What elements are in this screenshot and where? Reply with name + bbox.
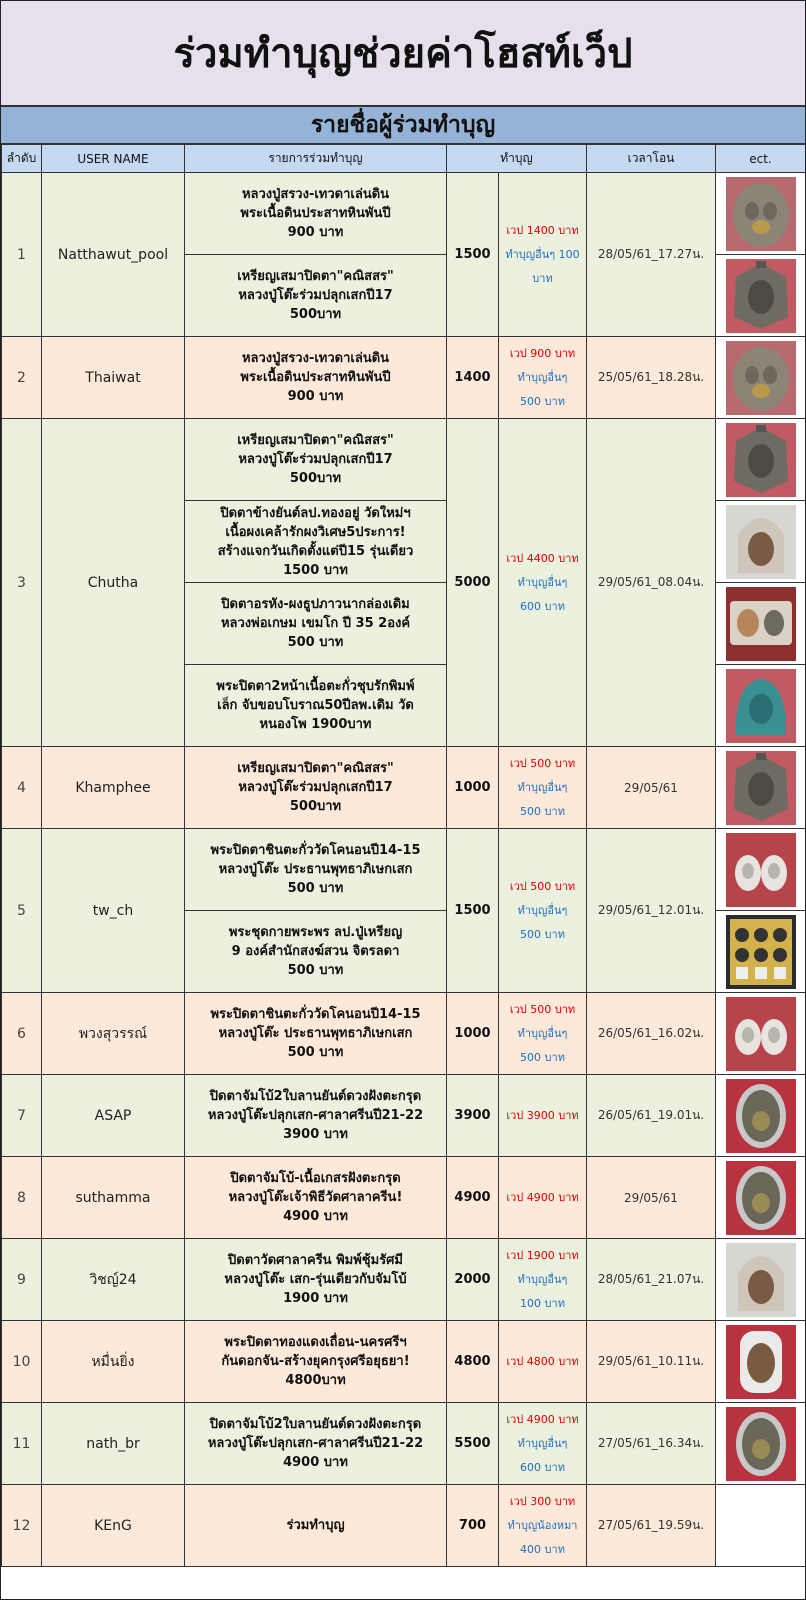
donation-item: ปิดตาวัดศาลาครีน พิมพ์ชุ้มรัศมี หลวงปู่โต๊ะ เสก-รุ่นเดียวกับจัมโบ้ 1900 บาท (185, 1239, 447, 1321)
amulet-photo (726, 833, 796, 907)
user-name: หมื่นยิ่ง (42, 1321, 185, 1403)
donation-amount: 3900 (447, 1075, 499, 1157)
donation-item: พระปิดตาทองแดงเถื่อน-นครศรีฯ กันดอกจัน-สร้างยุคกรุงศรีอยุธยา! 4800บาท (185, 1321, 447, 1403)
photo-cell (716, 583, 806, 665)
web-amount: เวป 500 บาท (509, 756, 576, 770)
user-name: Natthawut_pool (42, 173, 185, 337)
row-number: 3 (2, 419, 42, 747)
web-amount: เวป 4900 บาท (506, 1412, 579, 1426)
donation-item: ปิดตาจัมโบ้2ใบลานยันต์ดวงฝังตะกรุด หลวงปู่โต๊ะปลุกเสก-ศาลาศรีนปี21-22 4900 บาท (185, 1403, 447, 1485)
transfer-time: 29/05/61 (587, 1157, 716, 1239)
transfer-time: 28/05/61_21.07น. (587, 1239, 716, 1321)
row-number: 1 (2, 173, 42, 337)
table-row (2, 419, 806, 501)
donation-item: ปิดตาจัมโบ้-เนื้อเกสรฝังตะกรุด หลวงปู่โต๊ะเจ้าพิธีวัดศาลาครีน! 4900 บาท (185, 1157, 447, 1239)
photo-cell (716, 665, 806, 747)
other-amount: ทำบุญอื่นๆ 500 บาท (517, 370, 568, 408)
transfer-time: 29/05/61_12.01น. (587, 829, 716, 993)
photo-cell (716, 993, 806, 1075)
table-row (2, 173, 806, 255)
donation-item: พระปิดตา2หน้าเนื้อตะกั่วชุบรักพิมพ์ เล็ก จับขอบโบราณ50ปีลพ.เดิม วัด หนองโพ 1900บาท (185, 665, 447, 747)
user-name: Thaiwat (42, 337, 185, 419)
other-amount: ทำบุญอื่นๆ 500 บาท (517, 903, 568, 941)
donation-item: เหรียญเสมาปิดตา"คณิสสร" หลวงปู่โต๊ะร่วมปลุกเสกปี17 500บาท (185, 747, 447, 829)
row-number: 2 (2, 337, 42, 419)
transfer-time: 27/05/61_19.59น. (587, 1485, 716, 1567)
donation-item: พระปิดตาชินตะกั่ววัดโคนอนปี14-15 หลวงปู่โต๊ะ ประธานพุทธาภิเษกเสก 500 บาท (185, 993, 447, 1075)
photo-cell (716, 1403, 806, 1485)
header-time: เวลาโอน (587, 145, 716, 173)
photo-cell (716, 1321, 806, 1403)
transfer-time: 26/05/61_19.01น. (587, 1075, 716, 1157)
photo-cell (716, 911, 806, 993)
transfer-time: 29/05/61_08.04น. (587, 419, 716, 747)
donation-detail (499, 1321, 587, 1403)
user-name: พวงสุวรรณ์ (42, 993, 185, 1075)
row-number: 9 (2, 1239, 42, 1321)
donation-amount: 1500 (447, 829, 499, 993)
web-amount: เวป 4900 บาท (506, 1190, 579, 1204)
transfer-time: 27/05/61_16.34น. (587, 1403, 716, 1485)
amulet-photo (726, 669, 796, 743)
table-row (2, 829, 806, 911)
donation-detail (499, 1239, 587, 1321)
row-number: 11 (2, 1403, 42, 1485)
photo-cell (716, 1239, 806, 1321)
donation-amount: 1500 (447, 173, 499, 337)
table-row (2, 747, 806, 829)
donation-detail (499, 1403, 587, 1485)
other-amount: ทำบุญอื่นๆ 600 บาท (517, 575, 568, 613)
photo-cell (716, 337, 806, 419)
web-amount: เวป 500 บาท (509, 1002, 576, 1016)
donation-item: หลวงปู่สรวง-เทวดาเล่นดิน พระเนื้อดินประสาทหินพันปี 900 บาท (185, 173, 447, 255)
row-number: 4 (2, 747, 42, 829)
transfer-time: 28/05/61_17.27น. (587, 173, 716, 337)
header-donation: ทำบุญ (447, 145, 587, 173)
photo-cell (716, 255, 806, 337)
donation-detail (499, 993, 587, 1075)
table-row (2, 1157, 806, 1239)
header-ect: ect. (716, 145, 806, 173)
donation-item: เหรียญเสมาปิดตา"คณิสสร" หลวงปู่โต๊ะร่วมปลุกเสกปี17 500บาท (185, 419, 447, 501)
amulet-photo (726, 1407, 796, 1481)
web-amount: เวป 500 บาท (509, 879, 576, 893)
donation-amount: 1000 (447, 993, 499, 1075)
transfer-time: 29/05/61 (587, 747, 716, 829)
donation-item: พระชุดกายพระพร ลป.ปู่เหรียญ 9 องค์สำนักสงฆ์สวน จิตรลดา 500 บาท (185, 911, 447, 993)
amulet-photo (726, 915, 796, 989)
table-row (2, 1403, 806, 1485)
user-name: Khamphee (42, 747, 185, 829)
user-name: ASAP (42, 1075, 185, 1157)
other-amount: ทำบุญอื่นๆ 500 บาท (517, 780, 568, 818)
web-amount: เวป 3900 บาท (506, 1108, 579, 1122)
donation-detail (499, 337, 587, 419)
user-name: Chutha (42, 419, 185, 747)
photo-cell (716, 501, 806, 583)
photo-cell (716, 419, 806, 501)
amulet-photo (726, 1161, 796, 1235)
header-row (2, 145, 806, 173)
table-row (2, 993, 806, 1075)
photo-cell (716, 1485, 806, 1567)
donor-table (1, 144, 806, 1567)
donation-amount: 4900 (447, 1157, 499, 1239)
row-number: 8 (2, 1157, 42, 1239)
donation-item: หลวงปู่สรวง-เทวดาเล่นดิน พระเนื้อดินประสาทหินพันปี 900 บาท (185, 337, 447, 419)
amulet-photo (726, 587, 796, 661)
amulet-photo (726, 751, 796, 825)
web-amount: เวป 300 บาท (509, 1494, 576, 1508)
donation-detail (499, 829, 587, 993)
donation-item: พระปิดตาชินตะกั่ววัดโคนอนปี14-15 หลวงปู่โต๊ะ ประธานพุทธาภิเษกเสก 500 บาท (185, 829, 447, 911)
other-amount: ทำบุญอื่นๆ 600 บาท (517, 1436, 568, 1474)
amulet-photo (726, 1243, 796, 1317)
donation-item: เหรียญเสมาปิดตา"คณิสสร" หลวงปู่โต๊ะร่วมปลุกเสกปี17 500บาท (185, 255, 447, 337)
row-number: 5 (2, 829, 42, 993)
amulet-photo (726, 1079, 796, 1153)
donation-item: ปิดตาจัมโบ้2ใบลานยันต์ดวงฝังตะกรุด หลวงปู่โต๊ะปลุกเสก-ศาลาศรีนปี21-22 3900 บาท (185, 1075, 447, 1157)
donation-item: ปิดตาข้างยันต์ลป.ทองอยู่ วัดใหม่ฯ เนื้อผงเคล้ารักผงวิเศษ5ประการ! สร้างแจกวันเกิดตั้งแต่ปี15 รุ่นเดียว 1500 บาท (185, 501, 447, 583)
donation-amount: 1400 (447, 337, 499, 419)
web-amount: เวป 900 บาท (509, 346, 576, 360)
table-row (2, 337, 806, 419)
transfer-time: 29/05/61_10.11น. (587, 1321, 716, 1403)
donation-detail (499, 1075, 587, 1157)
donation-detail (499, 747, 587, 829)
photo-cell (716, 173, 806, 255)
table-row (2, 1239, 806, 1321)
photo-cell (716, 1157, 806, 1239)
donation-item: ร่วมทำบุญ (185, 1485, 447, 1567)
donation-detail (499, 419, 587, 747)
user-name: nath_br (42, 1403, 185, 1485)
table-row (2, 1321, 806, 1403)
amulet-photo (726, 177, 796, 251)
donation-amount: 700 (447, 1485, 499, 1567)
web-amount: เวป 1400 บาท (506, 223, 579, 237)
donation-amount: 1000 (447, 747, 499, 829)
table-row (2, 1485, 806, 1567)
user-name: tw_ch (42, 829, 185, 993)
transfer-time: 26/05/61_16.02น. (587, 993, 716, 1075)
amulet-photo (726, 1325, 796, 1399)
amulet-photo (726, 423, 796, 497)
donation-amount: 2000 (447, 1239, 499, 1321)
row-number: 7 (2, 1075, 42, 1157)
other-amount: ทำบุญอื่นๆ 500 บาท (517, 1026, 568, 1064)
row-number: 6 (2, 993, 42, 1075)
header-items: รายการร่วมทำบุญ (185, 145, 447, 173)
donation-detail (499, 173, 587, 337)
donation-amount: 5000 (447, 419, 499, 747)
photo-cell (716, 747, 806, 829)
other-amount: ทำบุญอื่นๆ 100 บาท (505, 247, 580, 285)
row-number: 10 (2, 1321, 42, 1403)
user-name: วิชญ์24 (42, 1239, 185, 1321)
user-name: suthamma (42, 1157, 185, 1239)
amulet-photo (726, 259, 796, 333)
web-amount: เวป 1900 บาท (506, 1248, 579, 1262)
other-amount: ทำบุญอื่นๆ 100 บาท (517, 1272, 568, 1310)
row-number: 12 (2, 1485, 42, 1567)
header-user: USER NAME (42, 145, 185, 173)
photo-cell (716, 829, 806, 911)
donation-detail (499, 1157, 587, 1239)
photo-cell (716, 1075, 806, 1157)
donation-item: ปิดตาอรหัง-ผงธูปภาวนากล่องเดิม หลวงพ่อเกษม เขมโก ปี 35 2องค์ 500 บาท (185, 583, 447, 665)
transfer-time: 25/05/61_18.28น. (587, 337, 716, 419)
table-row (2, 1075, 806, 1157)
donation-amount: 4800 (447, 1321, 499, 1403)
web-amount: เวป 4400 บาท (506, 551, 579, 565)
amulet-photo (726, 997, 796, 1071)
donation-amount: 5500 (447, 1403, 499, 1485)
other-amount: ทำบุญน้องหมา 400 บาท (507, 1518, 578, 1556)
header-no: ลำดับ (2, 145, 42, 173)
donation-detail (499, 1485, 587, 1567)
web-amount: เวป 4800 บาท (506, 1354, 579, 1368)
amulet-photo (726, 341, 796, 415)
page-title: ร่วมทำบุญช่วยค่าโฮสท์เว็ป (1, 1, 805, 107)
section-subtitle: รายชื่อผู้ร่วมทำบุญ (1, 107, 805, 144)
amulet-photo (726, 505, 796, 579)
user-name: KEnG (42, 1485, 185, 1567)
